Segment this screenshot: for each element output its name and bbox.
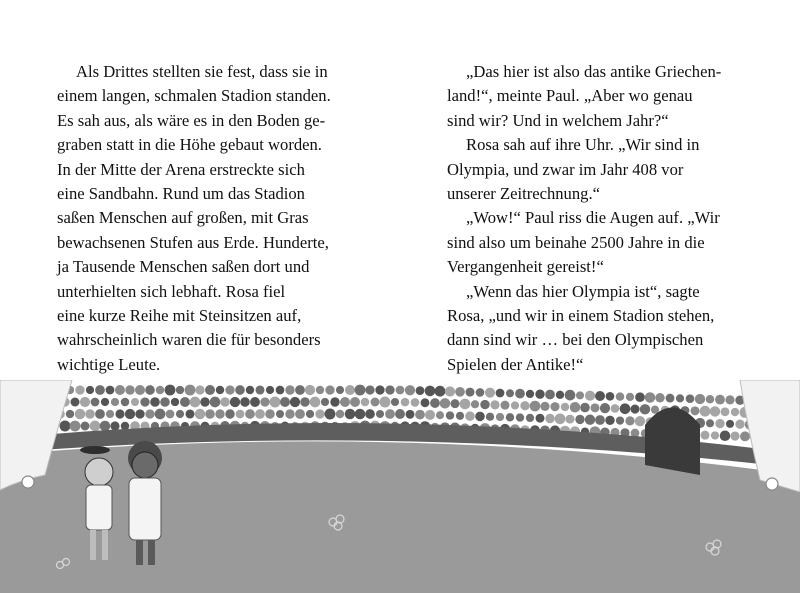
spectator [375, 385, 384, 394]
text-line: „Das hier ist also das antike Griechen- [466, 62, 722, 81]
spectator [411, 398, 420, 407]
spectator [630, 404, 639, 413]
spectator [290, 397, 300, 407]
spectator [371, 398, 380, 407]
spectator [195, 409, 205, 419]
spectator [315, 409, 324, 418]
spectator [695, 394, 705, 404]
spectator [285, 409, 294, 418]
spectator [605, 416, 614, 425]
spectator [200, 397, 209, 406]
spectator [455, 387, 465, 397]
spectator [95, 385, 105, 395]
spectator [436, 411, 444, 419]
spectator [321, 398, 329, 406]
spectator [526, 414, 534, 422]
spectator [195, 385, 204, 394]
paragraph [447, 280, 767, 378]
spectator [245, 409, 255, 419]
spectator [405, 385, 415, 395]
left-page-text [57, 60, 357, 377]
spectator [555, 413, 566, 424]
spectator [401, 398, 410, 407]
spectator [595, 391, 605, 401]
spectator [225, 409, 234, 418]
text-line: sind also um beinahe 2500 Jahre in die [447, 232, 705, 252]
spectator [240, 397, 250, 407]
spectator [570, 402, 581, 413]
spectator [190, 397, 201, 408]
spectator [125, 409, 135, 419]
text-line: unterhielten sich lebhaft. Rosa fiel [57, 281, 286, 301]
spectator [576, 391, 584, 399]
spectator [145, 385, 155, 395]
spectator [250, 397, 260, 407]
text-line: wahrscheinlich waren die für besonders [57, 330, 321, 350]
spectator [176, 386, 184, 394]
spectator [295, 409, 305, 419]
spectator [361, 398, 370, 407]
text-line: land!“, meinte Paul. „Aber wo genau [447, 86, 693, 106]
spectator [80, 397, 90, 407]
spectator [516, 413, 524, 421]
spectator [276, 410, 284, 418]
spectator [205, 409, 215, 419]
spectator [706, 395, 714, 403]
spectator [66, 410, 74, 418]
spectator [325, 385, 334, 394]
spectator [180, 397, 190, 407]
spectator [265, 409, 274, 418]
spectator [575, 415, 584, 424]
spectator [205, 385, 215, 395]
spectator [131, 398, 139, 406]
spectator [350, 397, 360, 407]
spectator [91, 398, 100, 407]
spectator [216, 386, 225, 395]
spectator [691, 406, 700, 415]
spectator [235, 385, 245, 395]
spectator [506, 413, 514, 421]
text-line: Olympia, und zwar im Jahr 408 vor [447, 159, 684, 179]
curtain-tie-left [22, 476, 34, 488]
spectator [515, 389, 525, 399]
spectator [536, 414, 545, 423]
spectator [305, 385, 315, 395]
text-line: Rosa, „und wir in einem Stadion stehen, [447, 306, 715, 326]
spectator [731, 408, 739, 416]
spectator [310, 397, 321, 408]
spectator [446, 411, 454, 419]
paragraph [57, 60, 357, 377]
text-line: In der Mitte der Arena erstreckte sich [57, 159, 305, 179]
spectator [60, 421, 71, 432]
stadium-illustration [0, 380, 800, 593]
spectator [545, 414, 554, 423]
spectator [480, 400, 489, 409]
spectator [475, 412, 485, 422]
spectator [416, 386, 425, 395]
spectator [710, 406, 720, 416]
spectator [70, 397, 79, 406]
text-line: Als Drittes stellten sie fest, dass sie in [76, 62, 328, 81]
spectator [550, 402, 559, 411]
spectator [465, 411, 474, 420]
spectator [421, 398, 430, 407]
spectator [185, 409, 194, 418]
spectator [391, 398, 399, 406]
spectator [471, 400, 479, 408]
tunnel-entrance [645, 408, 700, 476]
spectator [485, 388, 495, 398]
spectator [355, 385, 366, 396]
curtain-tie-right [766, 478, 778, 490]
text-line: Rosa sah auf ihre Uhr. „Wir sind in [466, 135, 700, 155]
spectator [300, 397, 310, 407]
spectator [435, 386, 446, 397]
spectator [166, 410, 175, 419]
text-line: Vergangenheit gereist!“ [447, 257, 604, 277]
spectator [460, 399, 471, 410]
spectator [715, 419, 724, 428]
spectator [160, 397, 170, 407]
spectator [526, 390, 534, 398]
spectator [110, 421, 119, 430]
spectator [75, 385, 84, 394]
spectator [616, 416, 624, 424]
text-line: wichtige Leute. [57, 354, 161, 374]
spectator [330, 397, 339, 406]
spectator [106, 410, 114, 418]
spectator [155, 409, 166, 420]
spectator [700, 406, 711, 417]
text-line: eine kurze Reihe mit Steinsitzen auf, [57, 306, 302, 326]
spectator [415, 410, 425, 420]
spectator [635, 416, 645, 426]
spectator [81, 422, 90, 431]
text-line: „Wenn das hier Olympia ist“, sagte [466, 281, 700, 301]
spectator [276, 386, 285, 395]
spectator [666, 394, 675, 403]
spectator [86, 386, 94, 394]
spectator [255, 409, 265, 419]
text-line: „Wow!“ Paul riss die Augen auf. „Wir [466, 208, 720, 228]
spectator [565, 415, 574, 424]
spectator [135, 409, 144, 418]
paragraph [447, 206, 767, 279]
spectator [721, 407, 730, 416]
spectator [506, 389, 514, 397]
spectator [230, 397, 240, 407]
spectator [490, 400, 499, 409]
spectator [225, 385, 234, 394]
spectator [565, 390, 576, 401]
spectator [701, 431, 710, 440]
spectator [440, 398, 450, 408]
text-line: Es sah aus, als wäre es in den Boden ge- [57, 110, 326, 130]
spectator [556, 391, 564, 399]
text-line: dann sind wir … bei den Olympischen [447, 330, 704, 350]
spectator [676, 394, 684, 402]
spectator [220, 397, 229, 406]
paragraph [447, 133, 767, 206]
spectator [430, 398, 440, 408]
spectator [726, 420, 734, 428]
spectator [620, 403, 631, 414]
right-page-text [447, 60, 767, 377]
spectator [466, 388, 475, 397]
spectator [185, 385, 196, 396]
spectator [135, 385, 145, 395]
spectator [316, 386, 324, 394]
spectator [115, 409, 124, 418]
spectator [530, 401, 541, 412]
spectator [125, 385, 134, 394]
spectator [70, 421, 81, 432]
spectator [486, 413, 494, 421]
spectator [496, 389, 505, 398]
spectator [730, 431, 739, 440]
spectator [496, 413, 504, 421]
spectator [345, 409, 356, 420]
spectator [100, 421, 111, 432]
text-line: einem langen, schmalen Stadion standen. [57, 86, 331, 106]
spectator [246, 386, 254, 394]
spectator [255, 385, 264, 394]
spectator [595, 415, 605, 425]
spectator [266, 386, 274, 394]
spectator [376, 410, 384, 418]
spectator [686, 394, 695, 403]
spectator [355, 409, 366, 420]
spectator [336, 386, 344, 394]
spectator [511, 401, 519, 409]
spectator [140, 397, 149, 406]
spectator [740, 431, 750, 441]
spectator [406, 410, 415, 419]
text-line: eine Sandbahn. Rund um das Stadion [57, 184, 305, 204]
text-line: bewachsenen Stufen aus Erde. Hunderte, [57, 232, 329, 252]
spectator [585, 415, 595, 425]
spectator [590, 403, 599, 412]
spectator [606, 392, 615, 401]
spectator [720, 430, 731, 441]
spectator [306, 410, 314, 418]
spectator [295, 385, 305, 395]
spectator [285, 385, 294, 394]
spectator [156, 386, 165, 395]
spectator [725, 395, 734, 404]
spectator [345, 385, 355, 395]
spectator [450, 399, 459, 408]
spectator [215, 409, 224, 418]
spectator [645, 392, 656, 403]
spectator [545, 390, 555, 400]
spectator [706, 419, 714, 427]
spectator [176, 410, 184, 418]
spectator [655, 393, 664, 402]
spectator [365, 409, 375, 419]
spectator [145, 409, 154, 418]
spectator [75, 409, 85, 419]
spectator [90, 421, 101, 432]
spectator [600, 403, 610, 413]
spectator [95, 409, 105, 419]
spectator [580, 403, 590, 413]
spectator [280, 397, 290, 407]
spectator [476, 388, 485, 397]
text-line: graben statt in die Höhe gebaut worden. [57, 135, 322, 155]
spectator [711, 431, 719, 439]
spectator [385, 385, 394, 394]
spectator [540, 402, 549, 411]
spectator [561, 403, 569, 411]
spectator [616, 392, 625, 401]
spectator [111, 398, 119, 406]
text-line: ja Tausende Menschen saßen dort und [57, 257, 310, 277]
spectator [121, 398, 130, 407]
spectator [585, 391, 595, 401]
spectator [165, 385, 176, 396]
spectator [85, 409, 95, 419]
text-line: unserer Zeitrechnung.“ [447, 184, 600, 204]
spectator [425, 386, 436, 397]
spectator [106, 386, 115, 395]
spectator [171, 398, 179, 406]
spectator [270, 397, 281, 408]
spectator [396, 386, 405, 395]
paragraph [447, 60, 767, 133]
text-line: saßen Menschen auf großen, mit Gras [57, 208, 309, 228]
spectator [715, 395, 725, 405]
spectator [635, 392, 645, 402]
spectator [456, 412, 464, 420]
spectator [101, 398, 109, 406]
spectator [625, 416, 634, 425]
spectator [325, 409, 336, 420]
spectator [115, 385, 125, 395]
spectator [425, 410, 435, 420]
text-line: sind wir? Und in welchem Jahr?“ [447, 110, 669, 130]
spectator [260, 397, 269, 406]
spectator [340, 397, 350, 407]
spectator [735, 420, 744, 429]
spectator [385, 409, 395, 419]
spectator [611, 404, 620, 413]
spectator [365, 385, 374, 394]
spectator [520, 401, 529, 410]
spectator [150, 397, 160, 407]
spectator [445, 386, 455, 396]
spectator [236, 410, 245, 419]
spectator [501, 401, 510, 410]
text-line: Spielen der Antike!“ [447, 354, 584, 374]
spectator [395, 409, 405, 419]
spectator [640, 404, 650, 414]
spectator [210, 397, 221, 408]
spectator [626, 393, 634, 401]
spectator [336, 410, 345, 419]
spectator [535, 390, 544, 399]
spectator [380, 397, 391, 408]
